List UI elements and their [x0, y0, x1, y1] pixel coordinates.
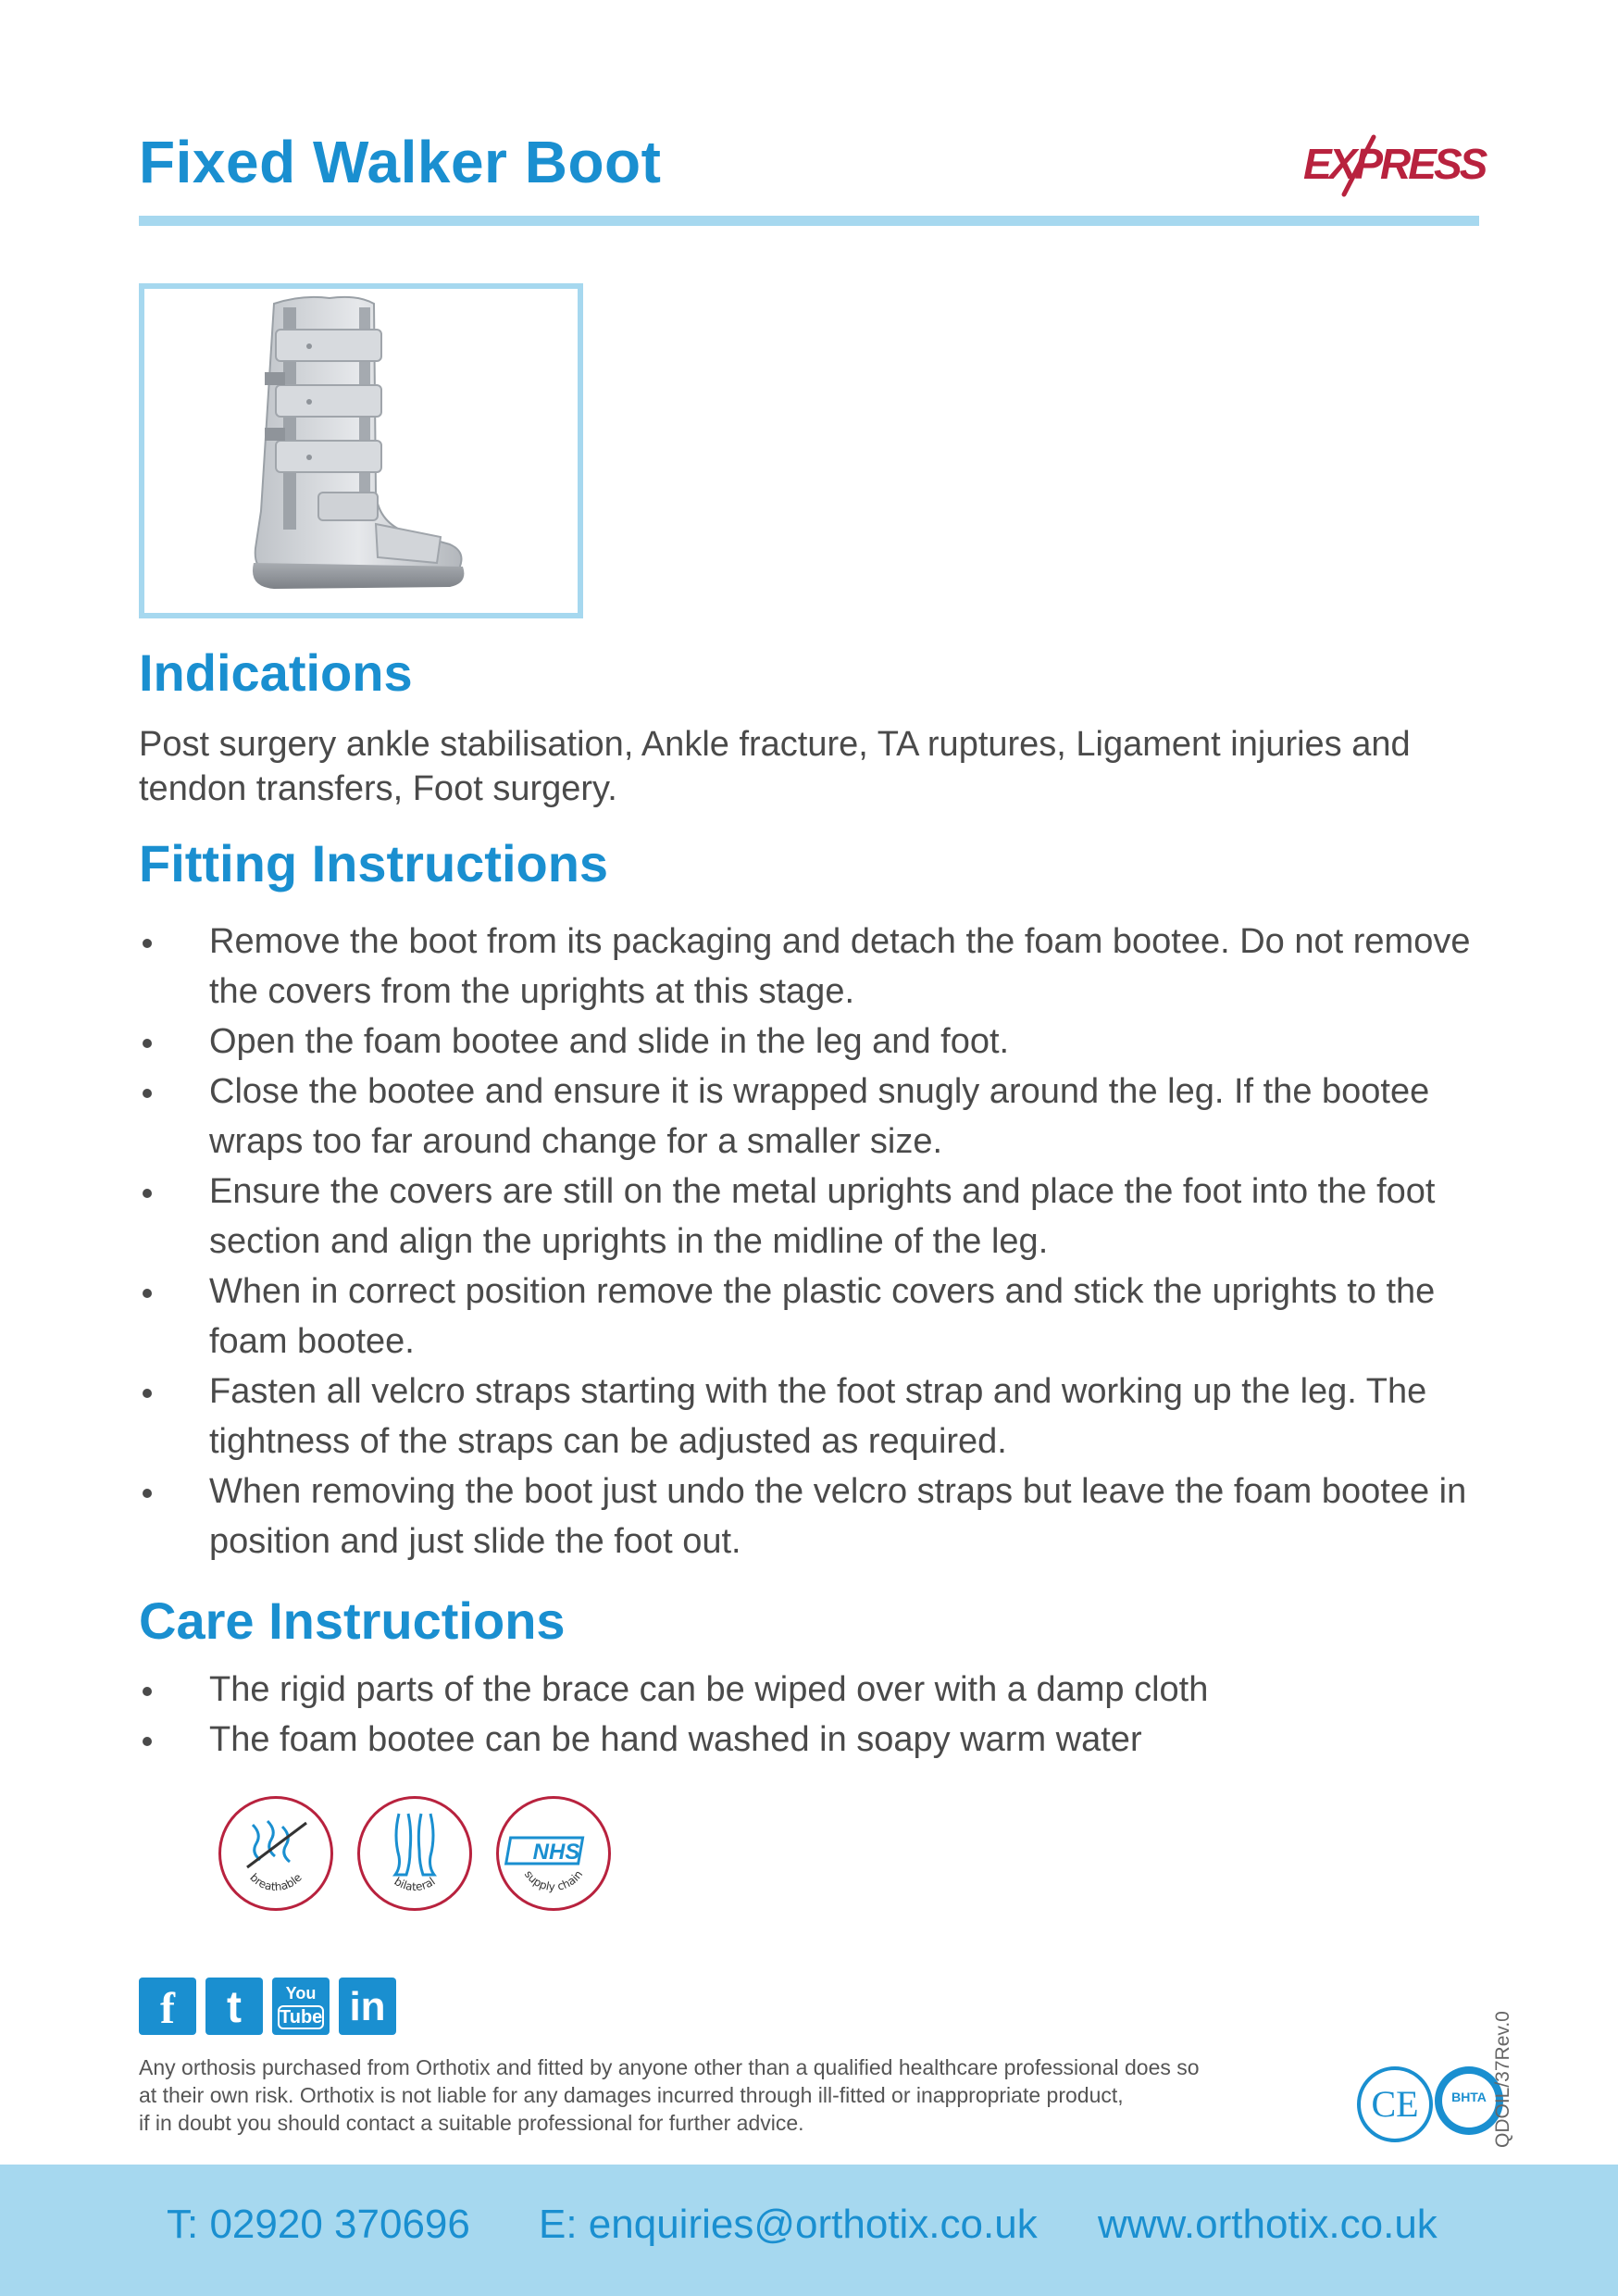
page-title: Fixed Walker Boot — [139, 129, 662, 195]
linkedin-icon[interactable] — [339, 1978, 396, 2035]
svg-text:supply chain — [522, 1868, 585, 1894]
youtube-icon[interactable] — [272, 1978, 330, 2035]
product-photo-frame — [139, 283, 583, 618]
svg-text:breathable — [247, 1871, 305, 1893]
document-reference — [1492, 2011, 1513, 2149]
facebook-icon[interactable] — [139, 1978, 196, 2035]
fitting-item: Fasten all velcro straps starting with the foot strap and working up the leg. The tightness of the straps can be adjusted as required. — [139, 1366, 1490, 1466]
facebook-glyph: f — [160, 1984, 175, 2033]
breathable-icon — [221, 1799, 330, 1908]
fitting-item: Close the bootee and ensure it is wrapped snugly around the leg. If the bootee wraps too far around change for a smaller size. — [139, 1067, 1490, 1167]
fitting-item: Remove the boot from its packaging and detach the foam bootee. Do not remove the covers from the uprights at this stage. — [139, 917, 1490, 1017]
fitting-item: Ensure the covers are still on the metal uprights and place the foot into the foot section and align the uprights in the midline of the leg. — [139, 1167, 1490, 1267]
ce-mark-text: CE — [1371, 2083, 1419, 2125]
breathable-label: breathable — [247, 1870, 305, 1894]
ce-mark-icon — [1357, 2066, 1433, 2142]
care-list — [139, 1665, 1490, 1765]
care-item: The foam bootee can be hand washed in soapy warm water — [139, 1715, 1490, 1765]
indications-heading: Indications — [139, 643, 413, 702]
disclaimer-line: Any orthosis purchased from Orthotix and fitted by anyone other than a qualified healthcare professional does so — [139, 2055, 1200, 2079]
supply-chain-label: supply chain — [521, 1867, 586, 1894]
care-item: The rigid parts of the brace can be wiped over with a damp cloth — [139, 1665, 1490, 1715]
walker-boot-image — [144, 289, 578, 613]
fitting-list — [139, 917, 1490, 1566]
title-divider — [139, 216, 1479, 226]
footer-email[interactable]: E: enquiries@orthotix.co.uk — [539, 2202, 1038, 2247]
swoosh-icon — [1340, 133, 1377, 198]
fitting-item: Open the foam bootee and slide in the leg and foot. — [139, 1017, 1490, 1067]
youtube-glyph-top: You — [285, 1984, 317, 2003]
nhs-supply-chain-badge — [496, 1796, 611, 1911]
breathable-badge — [218, 1796, 333, 1911]
indications-text: Post surgery ankle stabilisation, Ankle fracture, TA ruptures, Ligament injuries and tendon transfers, Foot surgery. — [139, 725, 1411, 808]
twitter-glyph: t — [227, 1983, 242, 2032]
care-heading: Care Instructions — [139, 1591, 566, 1650]
disclaimer — [139, 2053, 1342, 2137]
footer-phone[interactable]: T: 02920 370696 — [167, 2202, 470, 2247]
disclaimer-line: if in doubt you should contact a suitable professional for further advice. — [139, 2111, 804, 2135]
document-reference-text: QDOIL/37Rev.0 — [1492, 2011, 1513, 2148]
bilateral-label: bilateral — [392, 1874, 438, 1894]
footer-website[interactable]: www.orthotix.co.uk — [1098, 2202, 1438, 2247]
linkedin-glyph: in — [349, 1984, 386, 2029]
nhs-icon — [499, 1799, 608, 1908]
fitting-item: When removing the boot just undo the velcro straps but leave the foam bootee in position and just slide the foot out. — [139, 1466, 1490, 1566]
fitting-item: When in correct position remove the plastic covers and stick the uprights to the foam bootee. — [139, 1267, 1490, 1366]
disclaimer-line: at their own risk. Orthotix is not liable for any damages incurred through ill-fitted or inappropriate product, — [139, 2083, 1124, 2107]
twitter-icon[interactable] — [205, 1978, 263, 2035]
brand-text: EXPRESS — [1303, 140, 1486, 188]
bilateral-badge — [357, 1796, 472, 1911]
bilateral-icon — [360, 1799, 469, 1908]
bhta-text: BHTA — [1451, 2090, 1487, 2104]
nhs-logo-text: NHS — [532, 1840, 580, 1865]
fitting-heading: Fitting Instructions — [139, 834, 609, 892]
contact-footer — [0, 2165, 1618, 2296]
youtube-glyph-bottom: Tube — [280, 2007, 323, 2028]
svg-text:bilateral — [392, 1875, 437, 1893]
express-logo — [1303, 139, 1486, 194]
